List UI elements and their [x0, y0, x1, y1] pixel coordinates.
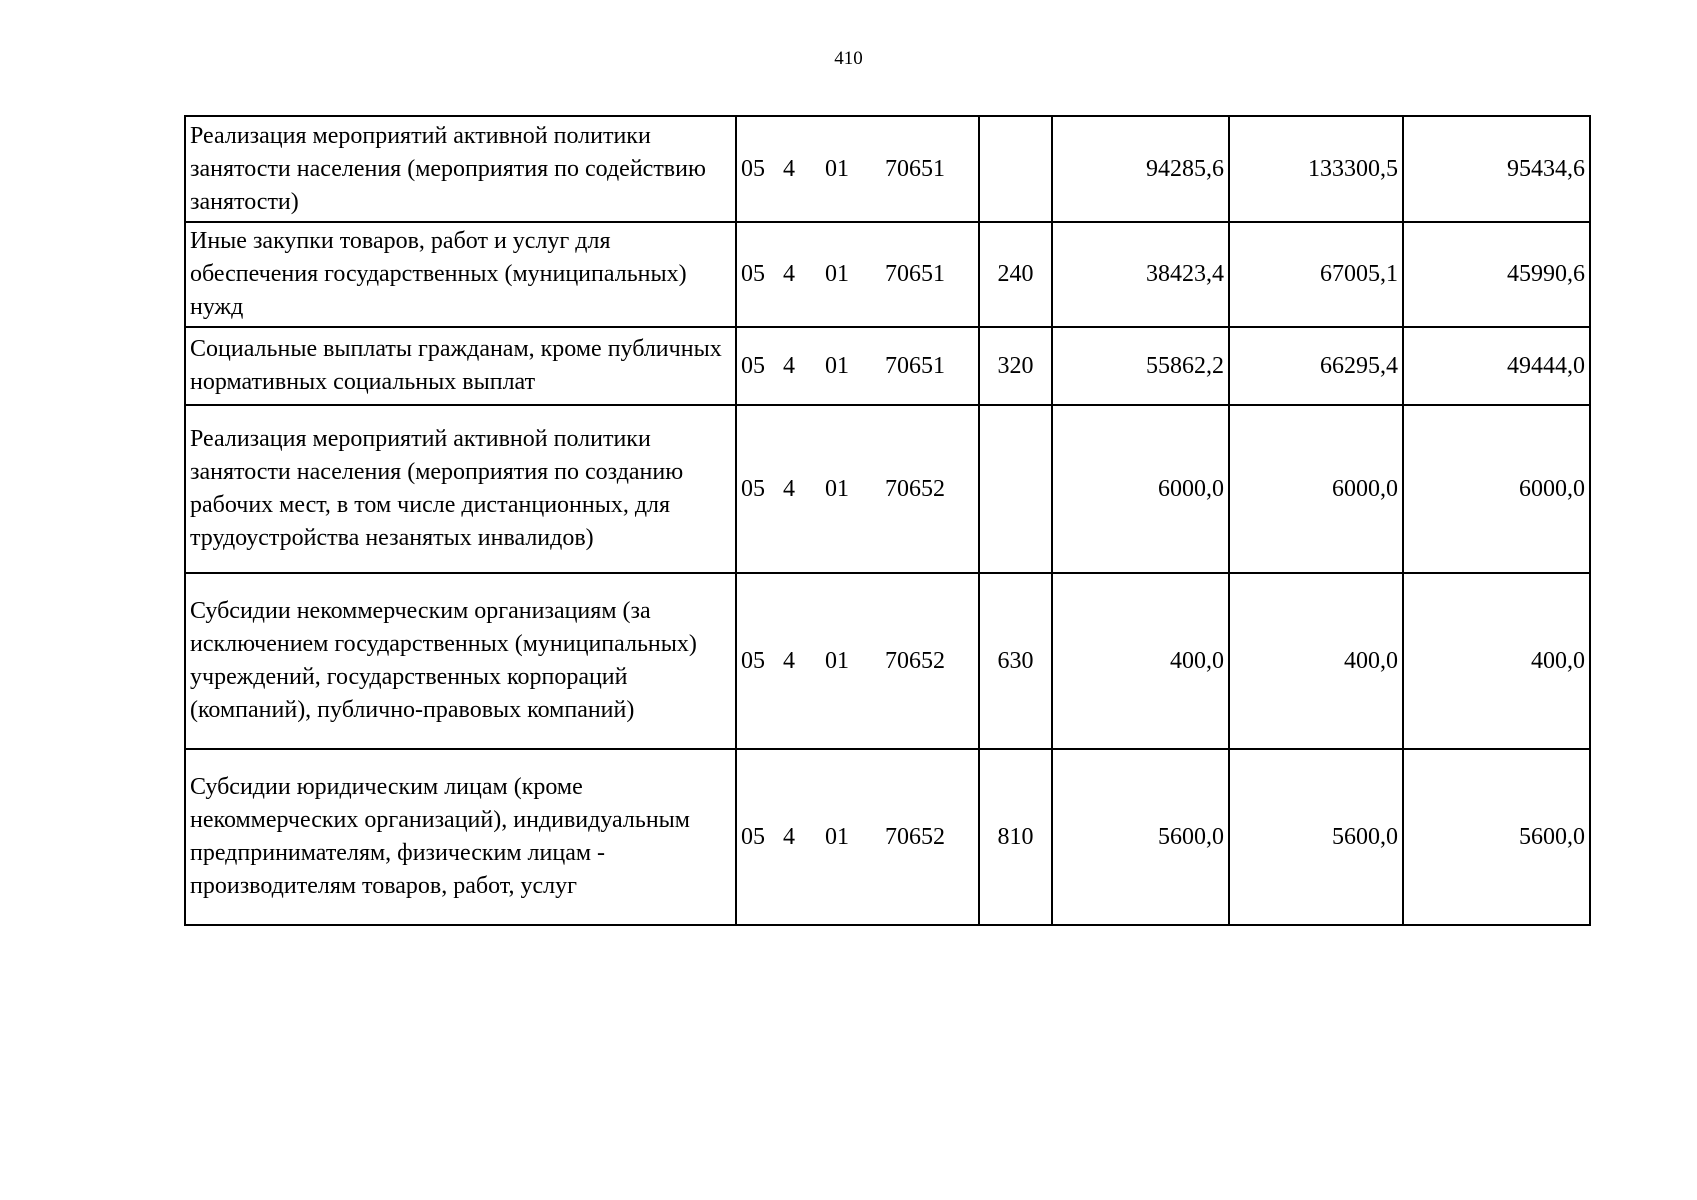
row-name: Реализация мероприятий активной политики занятости населения (мероприятия по созданию рабочих мест, в том числе дистанционных, для трудоустройства незанятых инвалидов) — [185, 405, 736, 573]
table-row — [185, 222, 1590, 327]
row-code — [736, 749, 979, 925]
budget-table — [184, 115, 1591, 926]
code-section: 05 — [741, 352, 765, 379]
row-value-3: 95434,6 — [1403, 116, 1590, 222]
row-value-2: 133300,5 — [1229, 116, 1403, 222]
row-value-1: 94285,6 — [1052, 116, 1229, 222]
row-value-1: 55862,2 — [1052, 327, 1229, 405]
row-value-3: 49444,0 — [1403, 327, 1590, 405]
row-expense-type: 240 — [979, 222, 1052, 327]
code-item: 70651 — [885, 352, 945, 379]
code-subprogram: 01 — [825, 475, 849, 502]
code-subprogram: 01 — [825, 261, 849, 287]
code-section: 05 — [741, 475, 765, 502]
row-value-1: 6000,0 — [1052, 405, 1229, 573]
row-value-2: 400,0 — [1229, 573, 1403, 749]
row-name: Субсидии некоммерческим организациям (за исключением государственных (муниципальных) учреждений, государственных корпораций (компаний), публично-правовых компаний) — [185, 573, 736, 749]
row-expense-type: 630 — [979, 573, 1052, 749]
code-item: 70651 — [885, 261, 945, 287]
row-value-2: 5600,0 — [1229, 749, 1403, 925]
row-value-2: 67005,1 — [1229, 222, 1403, 327]
code-section: 05 — [741, 823, 765, 850]
row-value-3: 6000,0 — [1403, 405, 1590, 573]
row-value-1: 400,0 — [1052, 573, 1229, 749]
row-expense-type: 810 — [979, 749, 1052, 925]
code-subprogram: 01 — [825, 647, 849, 674]
row-name: Субсидии юридическим лицам (кроме некоммерческих организаций), индивидуальным предпринимателям, физическим лицам - производителям товаров, работ, услуг — [185, 749, 736, 925]
row-code — [736, 222, 979, 327]
table-row — [185, 327, 1590, 405]
code-subprogram: 01 — [825, 352, 849, 379]
row-expense-type — [979, 116, 1052, 222]
page-number: 410 — [834, 48, 863, 69]
row-expense-type — [979, 405, 1052, 573]
code-subprogram: 01 — [825, 823, 849, 850]
code-program: 4 — [783, 352, 795, 379]
table-row — [185, 116, 1590, 222]
row-value-3: 400,0 — [1403, 573, 1590, 749]
code-subprogram: 01 — [825, 155, 849, 182]
row-code — [736, 327, 979, 405]
code-section: 05 — [741, 155, 765, 182]
row-name: Реализация мероприятий активной политики занятости населения (мероприятия по содействию занятости) — [185, 116, 736, 222]
row-name: Социальные выплаты гражданам, кроме публичных нормативных социальных выплат — [185, 327, 736, 405]
row-value-2: 66295,4 — [1229, 327, 1403, 405]
table-row — [185, 749, 1590, 925]
row-code — [736, 405, 979, 573]
code-item: 70652 — [885, 475, 945, 502]
code-program: 4 — [783, 475, 795, 502]
row-value-3: 5600,0 — [1403, 749, 1590, 925]
code-item: 70651 — [885, 155, 945, 182]
row-code — [736, 116, 979, 222]
code-section: 05 — [741, 647, 765, 674]
row-value-2: 6000,0 — [1229, 405, 1403, 573]
row-value-1: 5600,0 — [1052, 749, 1229, 925]
table-row — [185, 573, 1590, 749]
code-program: 4 — [783, 823, 795, 850]
code-program: 4 — [783, 155, 795, 182]
row-expense-type: 320 — [979, 327, 1052, 405]
code-program: 4 — [783, 261, 795, 287]
row-value-1: 38423,4 — [1052, 222, 1229, 327]
code-program: 4 — [783, 647, 795, 674]
code-item: 70652 — [885, 647, 945, 674]
table-row — [185, 405, 1590, 573]
row-name: Иные закупки товаров, работ и услуг для обеспечения государственных (муниципальных) нужд — [185, 222, 736, 327]
row-code — [736, 573, 979, 749]
row-value-3: 45990,6 — [1403, 222, 1590, 327]
code-item: 70652 — [885, 823, 945, 850]
code-section: 05 — [741, 261, 765, 287]
